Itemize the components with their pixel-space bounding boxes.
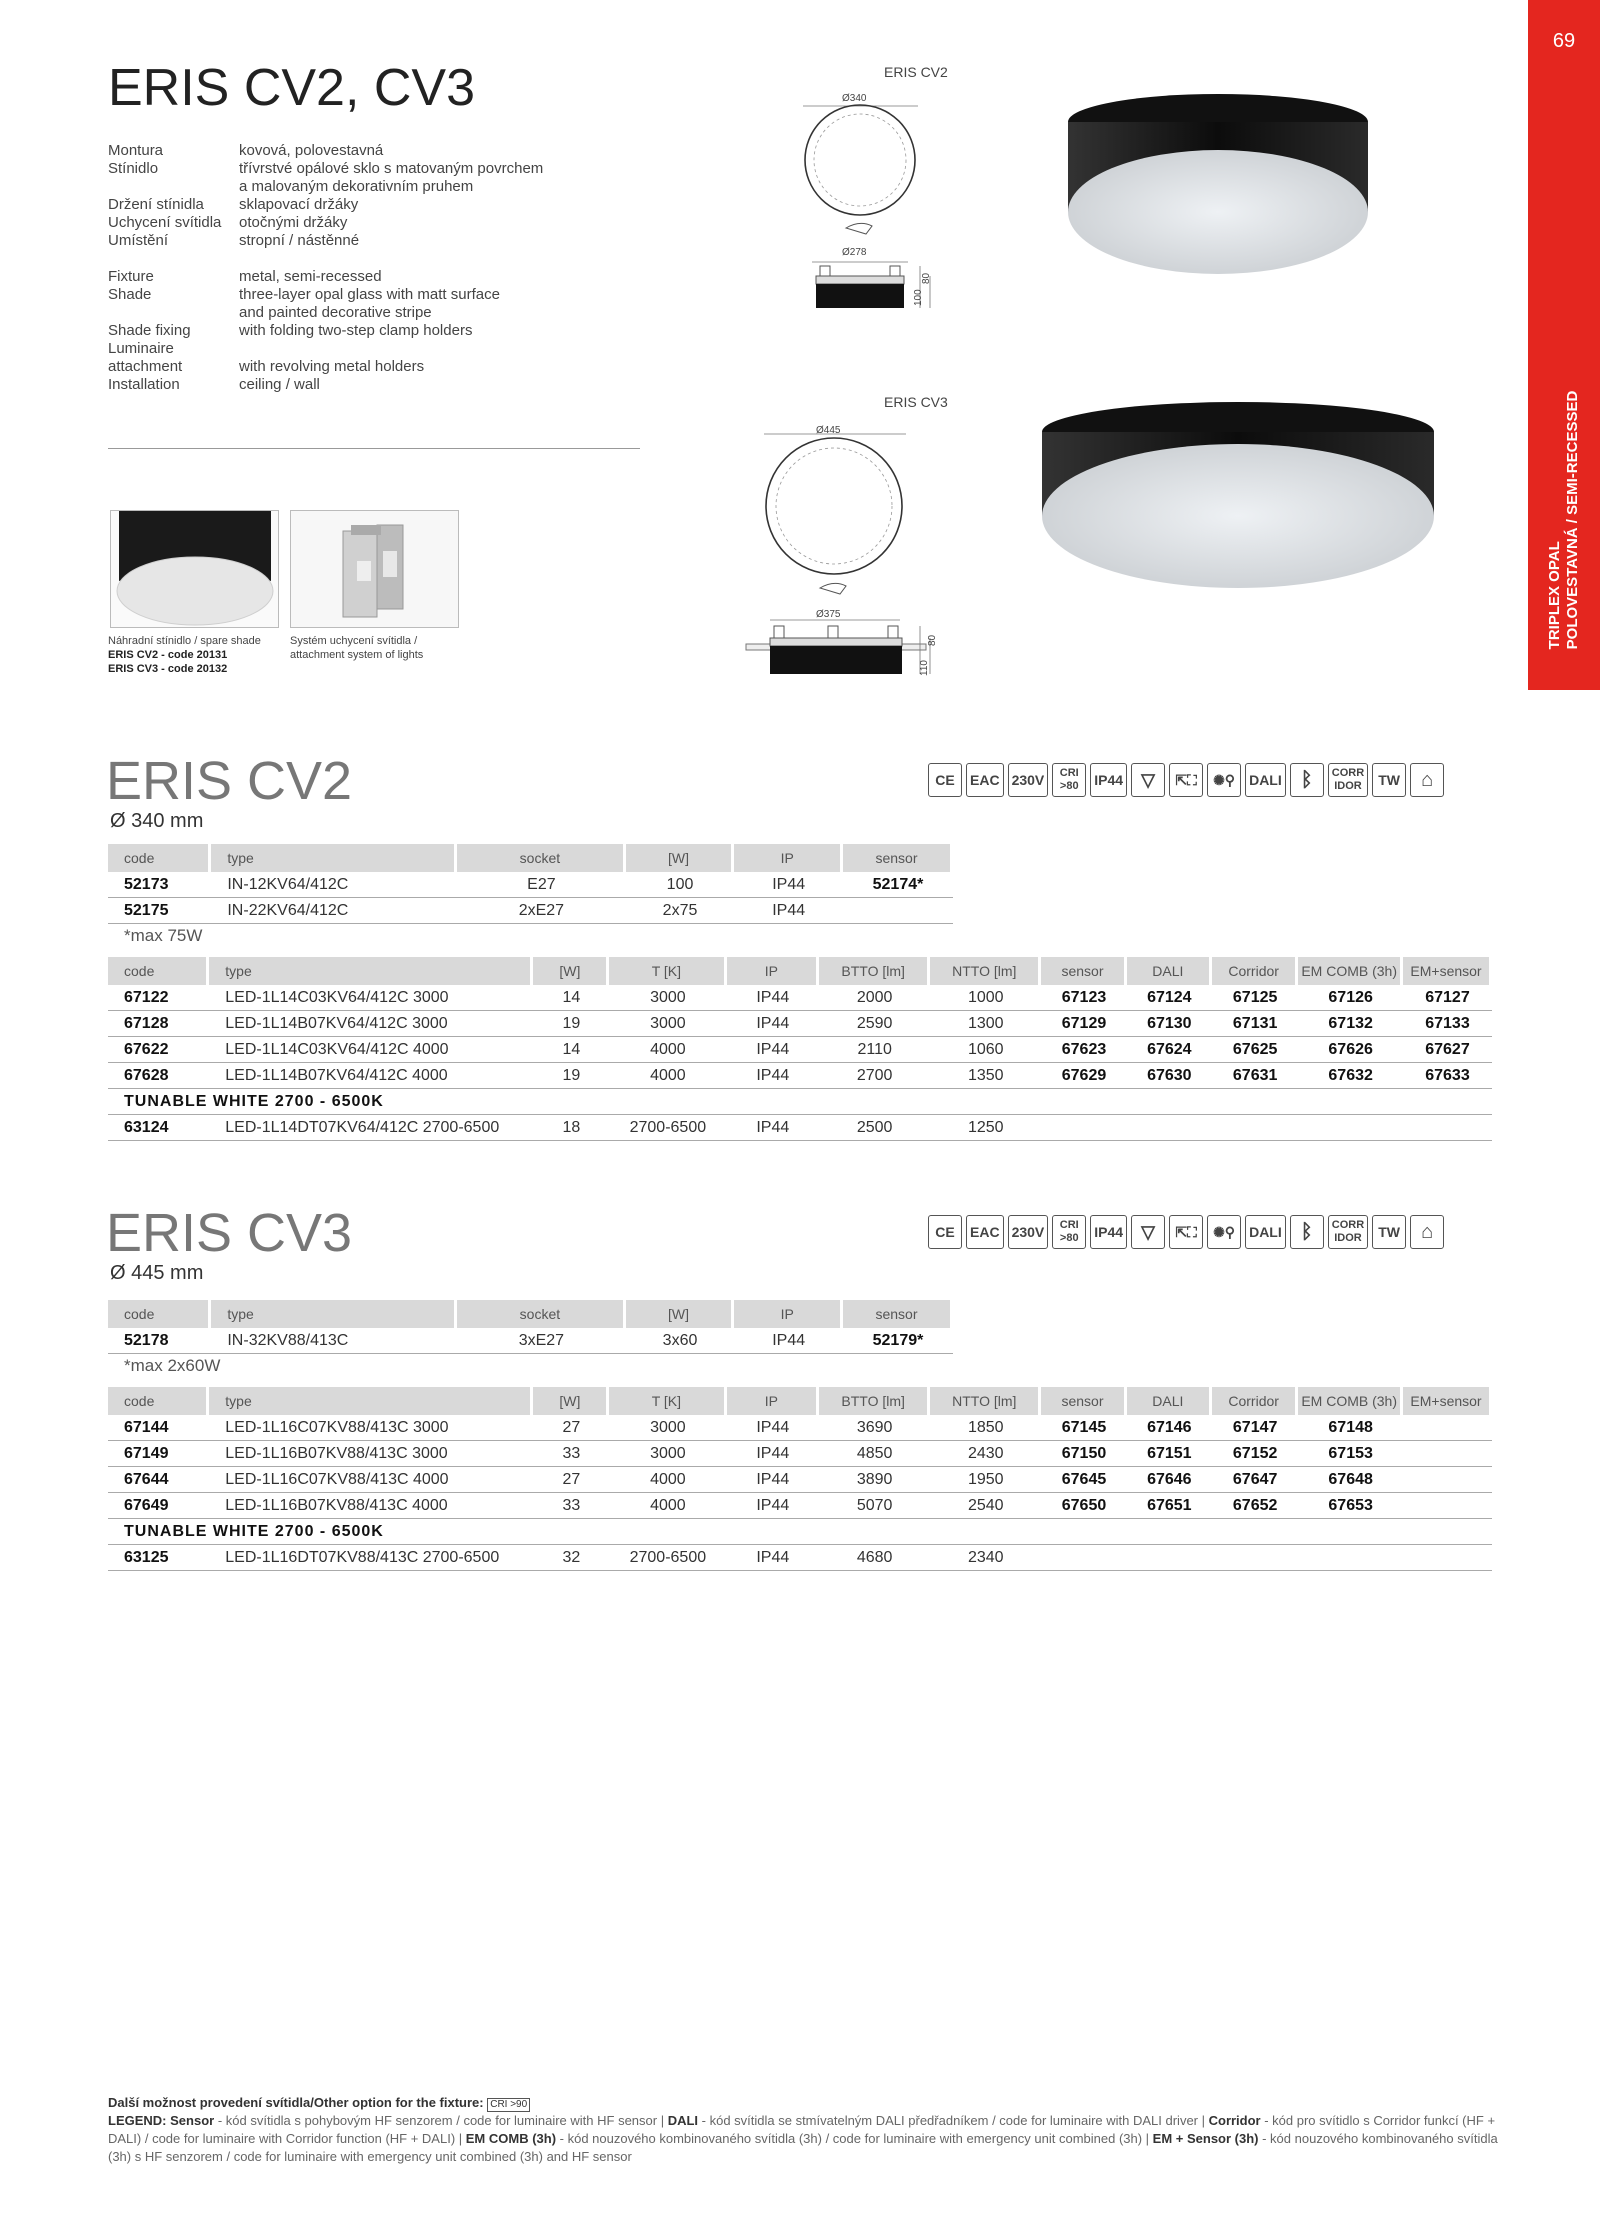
table-cell: 67644 — [108, 1467, 209, 1493]
spec-key: Montura — [108, 142, 164, 159]
table-cell: 67126 — [1298, 985, 1403, 1011]
table-cell: 67627 — [1403, 1037, 1492, 1063]
column-header: EM+sensor — [1403, 1387, 1492, 1415]
ip44-icon: IP44 — [1090, 763, 1127, 797]
table-cell: 1950 — [930, 1467, 1041, 1493]
diameter-cv3: Ø 445 mm — [110, 1262, 204, 1284]
column-header: NTTO [lm] — [930, 957, 1041, 985]
table-cell: 52179* — [843, 1328, 953, 1354]
table-cell: 67145 — [1041, 1415, 1126, 1441]
cri-90-icon: CRI >90 — [487, 2098, 530, 2112]
spec-value: three-layer opal glass with matt surface — [239, 286, 500, 303]
table-cell: 67131 — [1212, 1011, 1298, 1037]
bluetooth-icon: ᛒ — [1290, 1215, 1324, 1249]
table-cell: 67152 — [1212, 1441, 1298, 1467]
column-header: T [K] — [609, 957, 726, 985]
column-header: EM+sensor — [1403, 957, 1492, 985]
legend-text: LEGEND: Sensor - kód svítidla s pohybovým HF senzorem / code for luminaire with HF sensor | DALI - kód svítidla se stmívatelným DALI předřadníkem / code for luminaire with DALI driver | Corridor - kód pro svítidlo s Corridor funkcí (HF + DALI) / code for luminaire with Corridor function (HF + DALI) | EM COMB (3h) - kód nouzového kombinovaného svítidla (3h) / code for luminaire with emergency unit combined (3h) | EM + Sensor (3h) - kód nouzového kombinovaného svítidla (3h) s HF senzorem / code for luminaire with emergency unit combined (3h) and HF sensor — [108, 2113, 1498, 2164]
side-tab — [1528, 0, 1600, 690]
column-header: DALI — [1127, 957, 1212, 985]
table-cell: 2110 — [819, 1037, 930, 1063]
spec-key: Uchycení svítidla — [108, 214, 222, 231]
drawing-cv2-d-top: Ø340 — [842, 93, 867, 104]
table-cell: 27 — [533, 1467, 609, 1493]
column-header: IP — [734, 844, 843, 872]
tw-icon: TW — [1372, 1215, 1406, 1249]
app-icon: ⌂ — [1410, 763, 1444, 797]
table-row — [108, 898, 953, 924]
table-cell: 2x75 — [626, 898, 735, 924]
table-cell: 67626 — [1298, 1037, 1403, 1063]
drawing-cv2-label: ERIS CV2 — [884, 64, 948, 80]
drawing-cv2-h: 100 — [913, 289, 924, 306]
table-cell: 67124 — [1127, 985, 1212, 1011]
drawing-cv3-h: 110 — [919, 660, 930, 676]
column-header: NTTO [lm] — [930, 1387, 1041, 1415]
drawing-cv3 — [740, 412, 950, 682]
sensor-icon: ✺⚲ — [1207, 1215, 1241, 1249]
table-cell: 4000 — [609, 1063, 726, 1089]
table-cell: 5070 — [819, 1493, 930, 1519]
column-header: EM COMB (3h) — [1298, 957, 1403, 985]
table-cell: 67628 — [108, 1063, 209, 1089]
table-cell: 67150 — [1041, 1441, 1126, 1467]
table-cell: 33 — [533, 1493, 609, 1519]
table-cell: 32 — [533, 1545, 609, 1571]
table-cell: 67650 — [1041, 1493, 1126, 1519]
table-cell: 52178 — [108, 1328, 211, 1354]
table-cell — [1298, 1115, 1403, 1141]
column-header: [W] — [533, 957, 609, 985]
table-cell: 67148 — [1298, 1415, 1403, 1441]
table-cell: IP44 — [727, 1441, 820, 1467]
table-cell: LED-1L14B07KV64/412C 3000 — [209, 1011, 533, 1037]
table-cell: 67151 — [1127, 1441, 1212, 1467]
table-cell: 67651 — [1127, 1493, 1212, 1519]
table-cell: 52173 — [108, 872, 211, 898]
column-header: sensor — [1041, 957, 1126, 985]
dali-icon: DALI — [1245, 1215, 1286, 1249]
230v-icon: 230V — [1008, 1215, 1049, 1249]
column-header: IP — [734, 1300, 843, 1328]
table-cell: 67652 — [1212, 1493, 1298, 1519]
table-row — [108, 1011, 1492, 1037]
table-cell: 1300 — [930, 1011, 1041, 1037]
corridor-icon: CORR IDOR — [1328, 763, 1368, 797]
column-header: BTTO [lm] — [819, 1387, 930, 1415]
table-cell: 67146 — [1127, 1415, 1212, 1441]
column-header: DALI — [1127, 1387, 1212, 1415]
spec-key: Fixture — [108, 268, 154, 285]
table-cell: 1000 — [930, 985, 1041, 1011]
table-cell: 3000 — [609, 1011, 726, 1037]
spec-key: Držení stínidla — [108, 196, 204, 213]
table-cell: 67147 — [1212, 1415, 1298, 1441]
ce-icon: CE — [928, 1215, 962, 1249]
table-cell: 67153 — [1298, 1441, 1403, 1467]
table-cell: IP44 — [727, 1011, 820, 1037]
specs-cz — [108, 142, 628, 252]
spec-value: a malovaným dekorativním pruhem — [239, 178, 474, 195]
specs-en — [108, 268, 628, 398]
table-cell: 67645 — [1041, 1467, 1126, 1493]
table-cell: 18 — [533, 1115, 609, 1141]
cri-icon: CRI >80 — [1052, 1215, 1086, 1249]
table-cell: 67647 — [1212, 1467, 1298, 1493]
table-cell: IP44 — [727, 1037, 820, 1063]
eac-icon: EAC — [966, 763, 1004, 797]
page-number: 69 — [1552, 30, 1576, 52]
side-tab-line1: TRIPLEX OPAL — [1546, 541, 1563, 650]
legend — [108, 2094, 1508, 2166]
attachment-caption — [290, 634, 423, 662]
spec-value: metal, semi-recessed — [239, 268, 382, 285]
table-cell — [1403, 1115, 1492, 1141]
table-cell: 63124 — [108, 1115, 209, 1141]
table-cell: LED-1L16B07KV88/413C 3000 — [209, 1441, 533, 1467]
column-header: socket — [457, 1300, 626, 1328]
table-cell — [1041, 1115, 1126, 1141]
table-row — [108, 985, 1492, 1011]
table-cell — [1403, 1545, 1492, 1571]
tunable-white-row — [108, 1519, 1492, 1545]
spec-value: stropní / nástěnné — [239, 232, 360, 249]
column-header: EM COMB (3h) — [1298, 1387, 1403, 1415]
drawing-cv2-d-bottom: Ø278 — [842, 247, 867, 258]
table-cell: 67632 — [1298, 1063, 1403, 1089]
spec-value: sklapovací držáky — [239, 196, 359, 213]
side-tab-label — [1546, 391, 1582, 650]
drawing-cv3-h2: 80 — [927, 634, 938, 646]
table-cell: 67130 — [1127, 1011, 1212, 1037]
table-cell — [1041, 1545, 1126, 1571]
tw-icon: TW — [1372, 763, 1406, 797]
corridor-icon: CORR IDOR — [1328, 1215, 1368, 1249]
spec-key: Installation — [108, 376, 180, 393]
table-cell: 2590 — [819, 1011, 930, 1037]
certification-icons-cv3 — [928, 1215, 1444, 1249]
table-cell: IN-12KV64/412C — [211, 872, 457, 898]
spec-key: Stínidlo — [108, 160, 159, 177]
table-cell: IP44 — [727, 1493, 820, 1519]
tunable-white-label: TUNABLE WHITE 2700 - 6500K — [108, 1089, 1492, 1115]
column-header: type — [211, 1300, 457, 1328]
table-cell: IP44 — [727, 1063, 820, 1089]
table-cell: 67149 — [108, 1441, 209, 1467]
table-cell: IP44 — [727, 1545, 820, 1571]
table-cell: 67624 — [1127, 1037, 1212, 1063]
table-cell: 4000 — [609, 1493, 726, 1519]
attachment-caption-1: Systém uchycení svítidla / — [290, 635, 418, 647]
spec-value: ceiling / wall — [239, 376, 320, 393]
table-cell: LED-1L16B07KV88/413C 4000 — [209, 1493, 533, 1519]
table-cell: 67623 — [1041, 1037, 1126, 1063]
table-cell: 67125 — [1212, 985, 1298, 1011]
table-cell: 67653 — [1298, 1493, 1403, 1519]
cv2-table-led — [108, 957, 1492, 1141]
table-cell — [1127, 1115, 1212, 1141]
spec-value: with revolving metal holders — [239, 358, 425, 375]
product-photo-cv2 — [1062, 92, 1374, 292]
table-cell — [843, 898, 953, 924]
table-row — [108, 1441, 1492, 1467]
table-cell: 2xE27 — [457, 898, 626, 924]
certification-icons-cv2 — [928, 763, 1444, 797]
column-header: sensor — [843, 1300, 953, 1328]
column-header: Corridor — [1212, 1387, 1298, 1415]
table-cell: 4000 — [609, 1467, 726, 1493]
table-cell — [1403, 1415, 1492, 1441]
column-header: code — [108, 1387, 209, 1415]
cri-icon: CRI >80 — [1052, 763, 1086, 797]
table-cell: 67625 — [1212, 1037, 1298, 1063]
spare-shade-caption — [108, 634, 261, 676]
table-cell: 67633 — [1403, 1063, 1492, 1089]
spare-shade-image — [110, 510, 279, 628]
table-cell — [1298, 1545, 1403, 1571]
table-cell: 2700-6500 — [609, 1115, 726, 1141]
table-cell: 67649 — [108, 1493, 209, 1519]
table-cell: 100 — [626, 872, 735, 898]
spec-value: třívrstvé opálové sklo s matovaným povrchem — [239, 160, 544, 177]
table-cell: 14 — [533, 1037, 609, 1063]
emergency-icon: ⇱⛶ — [1169, 1215, 1203, 1249]
divider — [108, 448, 640, 449]
column-header: T [K] — [609, 1387, 726, 1415]
table-cell: 4850 — [819, 1441, 930, 1467]
column-header: IP — [727, 1387, 820, 1415]
table-cell: 2500 — [819, 1115, 930, 1141]
drawing-cv3-d-bottom: Ø375 — [816, 609, 841, 620]
table-cell: 3000 — [609, 1441, 726, 1467]
table-cell: 67648 — [1298, 1467, 1403, 1493]
table-cell: 4000 — [609, 1037, 726, 1063]
table-cell: 2000 — [819, 985, 930, 1011]
f-mark-icon: ▽ — [1131, 1215, 1165, 1249]
table-row — [108, 1115, 1492, 1141]
ce-icon: CE — [928, 763, 962, 797]
table-cell: 4680 — [819, 1545, 930, 1571]
table-cell: 63125 — [108, 1545, 209, 1571]
drawing-cv3-d-top: Ø445 — [816, 425, 841, 436]
drawing-cv3-label: ERIS CV3 — [884, 394, 948, 410]
table-row — [108, 1467, 1492, 1493]
table-cell: IP44 — [734, 898, 843, 924]
section-title-cv3: ERIS CV3 — [106, 1203, 353, 1263]
column-header: socket — [457, 844, 626, 872]
table-cell: 67129 — [1041, 1011, 1126, 1037]
spec-value: with folding two-step clamp holders — [239, 322, 473, 339]
table-cell: 19 — [533, 1011, 609, 1037]
table-cell: E27 — [457, 872, 626, 898]
eac-icon: EAC — [966, 1215, 1004, 1249]
column-header: [W] — [626, 1300, 735, 1328]
table-cell — [1212, 1115, 1298, 1141]
drawing-cv2-h2: 80 — [921, 272, 932, 284]
spare-shade-caption-1: Náhradní stínidlo / spare shade — [108, 635, 261, 647]
table-row — [108, 1037, 1492, 1063]
table-cell: 67123 — [1041, 985, 1126, 1011]
column-header: IP — [727, 957, 820, 985]
table-cell: 1850 — [930, 1415, 1041, 1441]
column-header: BTTO [lm] — [819, 957, 930, 985]
table-cell: 19 — [533, 1063, 609, 1089]
table-cell: 2340 — [930, 1545, 1041, 1571]
spec-key: Shade fixing — [108, 322, 191, 339]
table-cell — [1403, 1493, 1492, 1519]
table-cell: 67631 — [1212, 1063, 1298, 1089]
table-cell: LED-1L14C03KV64/412C 3000 — [209, 985, 533, 1011]
table-cell: LED-1L14C03KV64/412C 4000 — [209, 1037, 533, 1063]
table-cell — [1403, 1441, 1492, 1467]
table-cell: IP44 — [734, 872, 843, 898]
table-cell: 2430 — [930, 1441, 1041, 1467]
table-cell: 67630 — [1127, 1063, 1212, 1089]
table-cell: 33 — [533, 1441, 609, 1467]
spare-shade-caption-3: ERIS CV3 - code 20132 — [108, 663, 228, 675]
cv2-table-incandescent — [108, 844, 953, 924]
table-cell: IP44 — [734, 1328, 843, 1354]
table-cell: 67646 — [1127, 1467, 1212, 1493]
table-cell — [1403, 1467, 1492, 1493]
attachment-caption-2: attachment system of lights — [290, 649, 424, 661]
table-cell: 67128 — [108, 1011, 209, 1037]
table-cell: IP44 — [727, 1115, 820, 1141]
spec-value: otočnými držáky — [239, 214, 348, 231]
230v-icon: 230V — [1008, 763, 1049, 797]
column-header: type — [211, 844, 457, 872]
table-cell: 1060 — [930, 1037, 1041, 1063]
column-header: Corridor — [1212, 957, 1298, 985]
table-row — [108, 1063, 1492, 1089]
bluetooth-icon: ᛒ — [1290, 763, 1324, 797]
table-cell: LED-1L14DT07KV64/412C 2700-6500 — [209, 1115, 533, 1141]
product-photo-cv3 — [1036, 398, 1440, 612]
spec-value: and painted decorative stripe — [239, 304, 432, 321]
spec-key: Shade — [108, 286, 152, 303]
table-row — [108, 1493, 1492, 1519]
diameter-cv2: Ø 340 mm — [110, 810, 204, 832]
dali-icon: DALI — [1245, 763, 1286, 797]
table-cell: 67122 — [108, 985, 209, 1011]
column-header: sensor — [843, 844, 953, 872]
table-cell — [1212, 1545, 1298, 1571]
table-cell: LED-1L16DT07KV88/413C 2700-6500 — [209, 1545, 533, 1571]
spec-key: attachment — [108, 358, 183, 375]
table-cell: IN-32KV88/413C — [211, 1328, 457, 1354]
table-cell: 67144 — [108, 1415, 209, 1441]
cv3-table-led — [108, 1387, 1492, 1571]
table-cell: IN-22KV64/412C — [211, 898, 457, 924]
column-header: type — [209, 957, 533, 985]
table-cell: IP44 — [727, 985, 820, 1011]
column-header: [W] — [626, 844, 735, 872]
table-cell: 67127 — [1403, 985, 1492, 1011]
table-cell: 2540 — [930, 1493, 1041, 1519]
spec-value: kovová, polovestavná — [239, 142, 384, 159]
tunable-white-label: TUNABLE WHITE 2700 - 6500K — [108, 1519, 1492, 1545]
spec-key: Umístění — [108, 232, 169, 249]
cv3-note: *max 2x60W — [124, 1356, 221, 1375]
column-header: code — [108, 1300, 211, 1328]
table-cell: 3x60 — [626, 1328, 735, 1354]
spare-shade-caption-2: ERIS CV2 - code 20131 — [108, 649, 228, 661]
app-icon: ⌂ — [1410, 1215, 1444, 1249]
page-title: ERIS CV2, CV3 — [108, 59, 476, 117]
sensor-icon: ✺⚲ — [1207, 763, 1241, 797]
column-header: code — [108, 844, 211, 872]
table-cell: 1350 — [930, 1063, 1041, 1089]
section-title-cv2: ERIS CV2 — [106, 751, 353, 811]
attachment-system-image — [290, 510, 459, 628]
ip44-icon: IP44 — [1090, 1215, 1127, 1249]
table-cell: IP44 — [727, 1415, 820, 1441]
table-row — [108, 1415, 1492, 1441]
column-header: [W] — [533, 1387, 609, 1415]
table-row — [108, 1545, 1492, 1571]
drawing-cv2 — [780, 80, 960, 330]
table-cell: 14 — [533, 985, 609, 1011]
table-cell: 67133 — [1403, 1011, 1492, 1037]
table-cell — [1127, 1545, 1212, 1571]
side-tab-line2: POLOVESTAVNÁ / SEMI-RECESSED — [1564, 390, 1581, 650]
table-cell: 67622 — [108, 1037, 209, 1063]
table-cell: 67132 — [1298, 1011, 1403, 1037]
table-cell: 3000 — [609, 985, 726, 1011]
table-cell: 1250 — [930, 1115, 1041, 1141]
emergency-icon: ⇱⛶ — [1169, 763, 1203, 797]
f-mark-icon: ▽ — [1131, 763, 1165, 797]
table-cell: 3xE27 — [457, 1328, 626, 1354]
table-cell: 52174* — [843, 872, 953, 898]
column-header: type — [209, 1387, 533, 1415]
tunable-white-row — [108, 1089, 1492, 1115]
table-cell: IP44 — [727, 1467, 820, 1493]
table-cell: LED-1L14B07KV64/412C 4000 — [209, 1063, 533, 1089]
table-cell: 67629 — [1041, 1063, 1126, 1089]
column-header: code — [108, 957, 209, 985]
spec-key: Luminaire — [108, 340, 174, 357]
column-header: sensor — [1041, 1387, 1126, 1415]
table-cell: 3690 — [819, 1415, 930, 1441]
table-cell: 27 — [533, 1415, 609, 1441]
table-cell: 2700-6500 — [609, 1545, 726, 1571]
table-cell: 52175 — [108, 898, 211, 924]
legend-other-option: Další možnost provedení svítidla/Other option for the fixture: CRI >90 — [108, 2094, 1508, 2112]
table-row — [108, 1328, 953, 1354]
cv2-note: *max 75W — [124, 926, 203, 945]
table-cell: 3890 — [819, 1467, 930, 1493]
table-cell: LED-1L16C07KV88/413C 4000 — [209, 1467, 533, 1493]
cv3-table-incandescent — [108, 1300, 953, 1354]
table-row — [108, 872, 953, 898]
table-cell: LED-1L16C07KV88/413C 3000 — [209, 1415, 533, 1441]
table-cell: 2700 — [819, 1063, 930, 1089]
table-cell: 3000 — [609, 1415, 726, 1441]
